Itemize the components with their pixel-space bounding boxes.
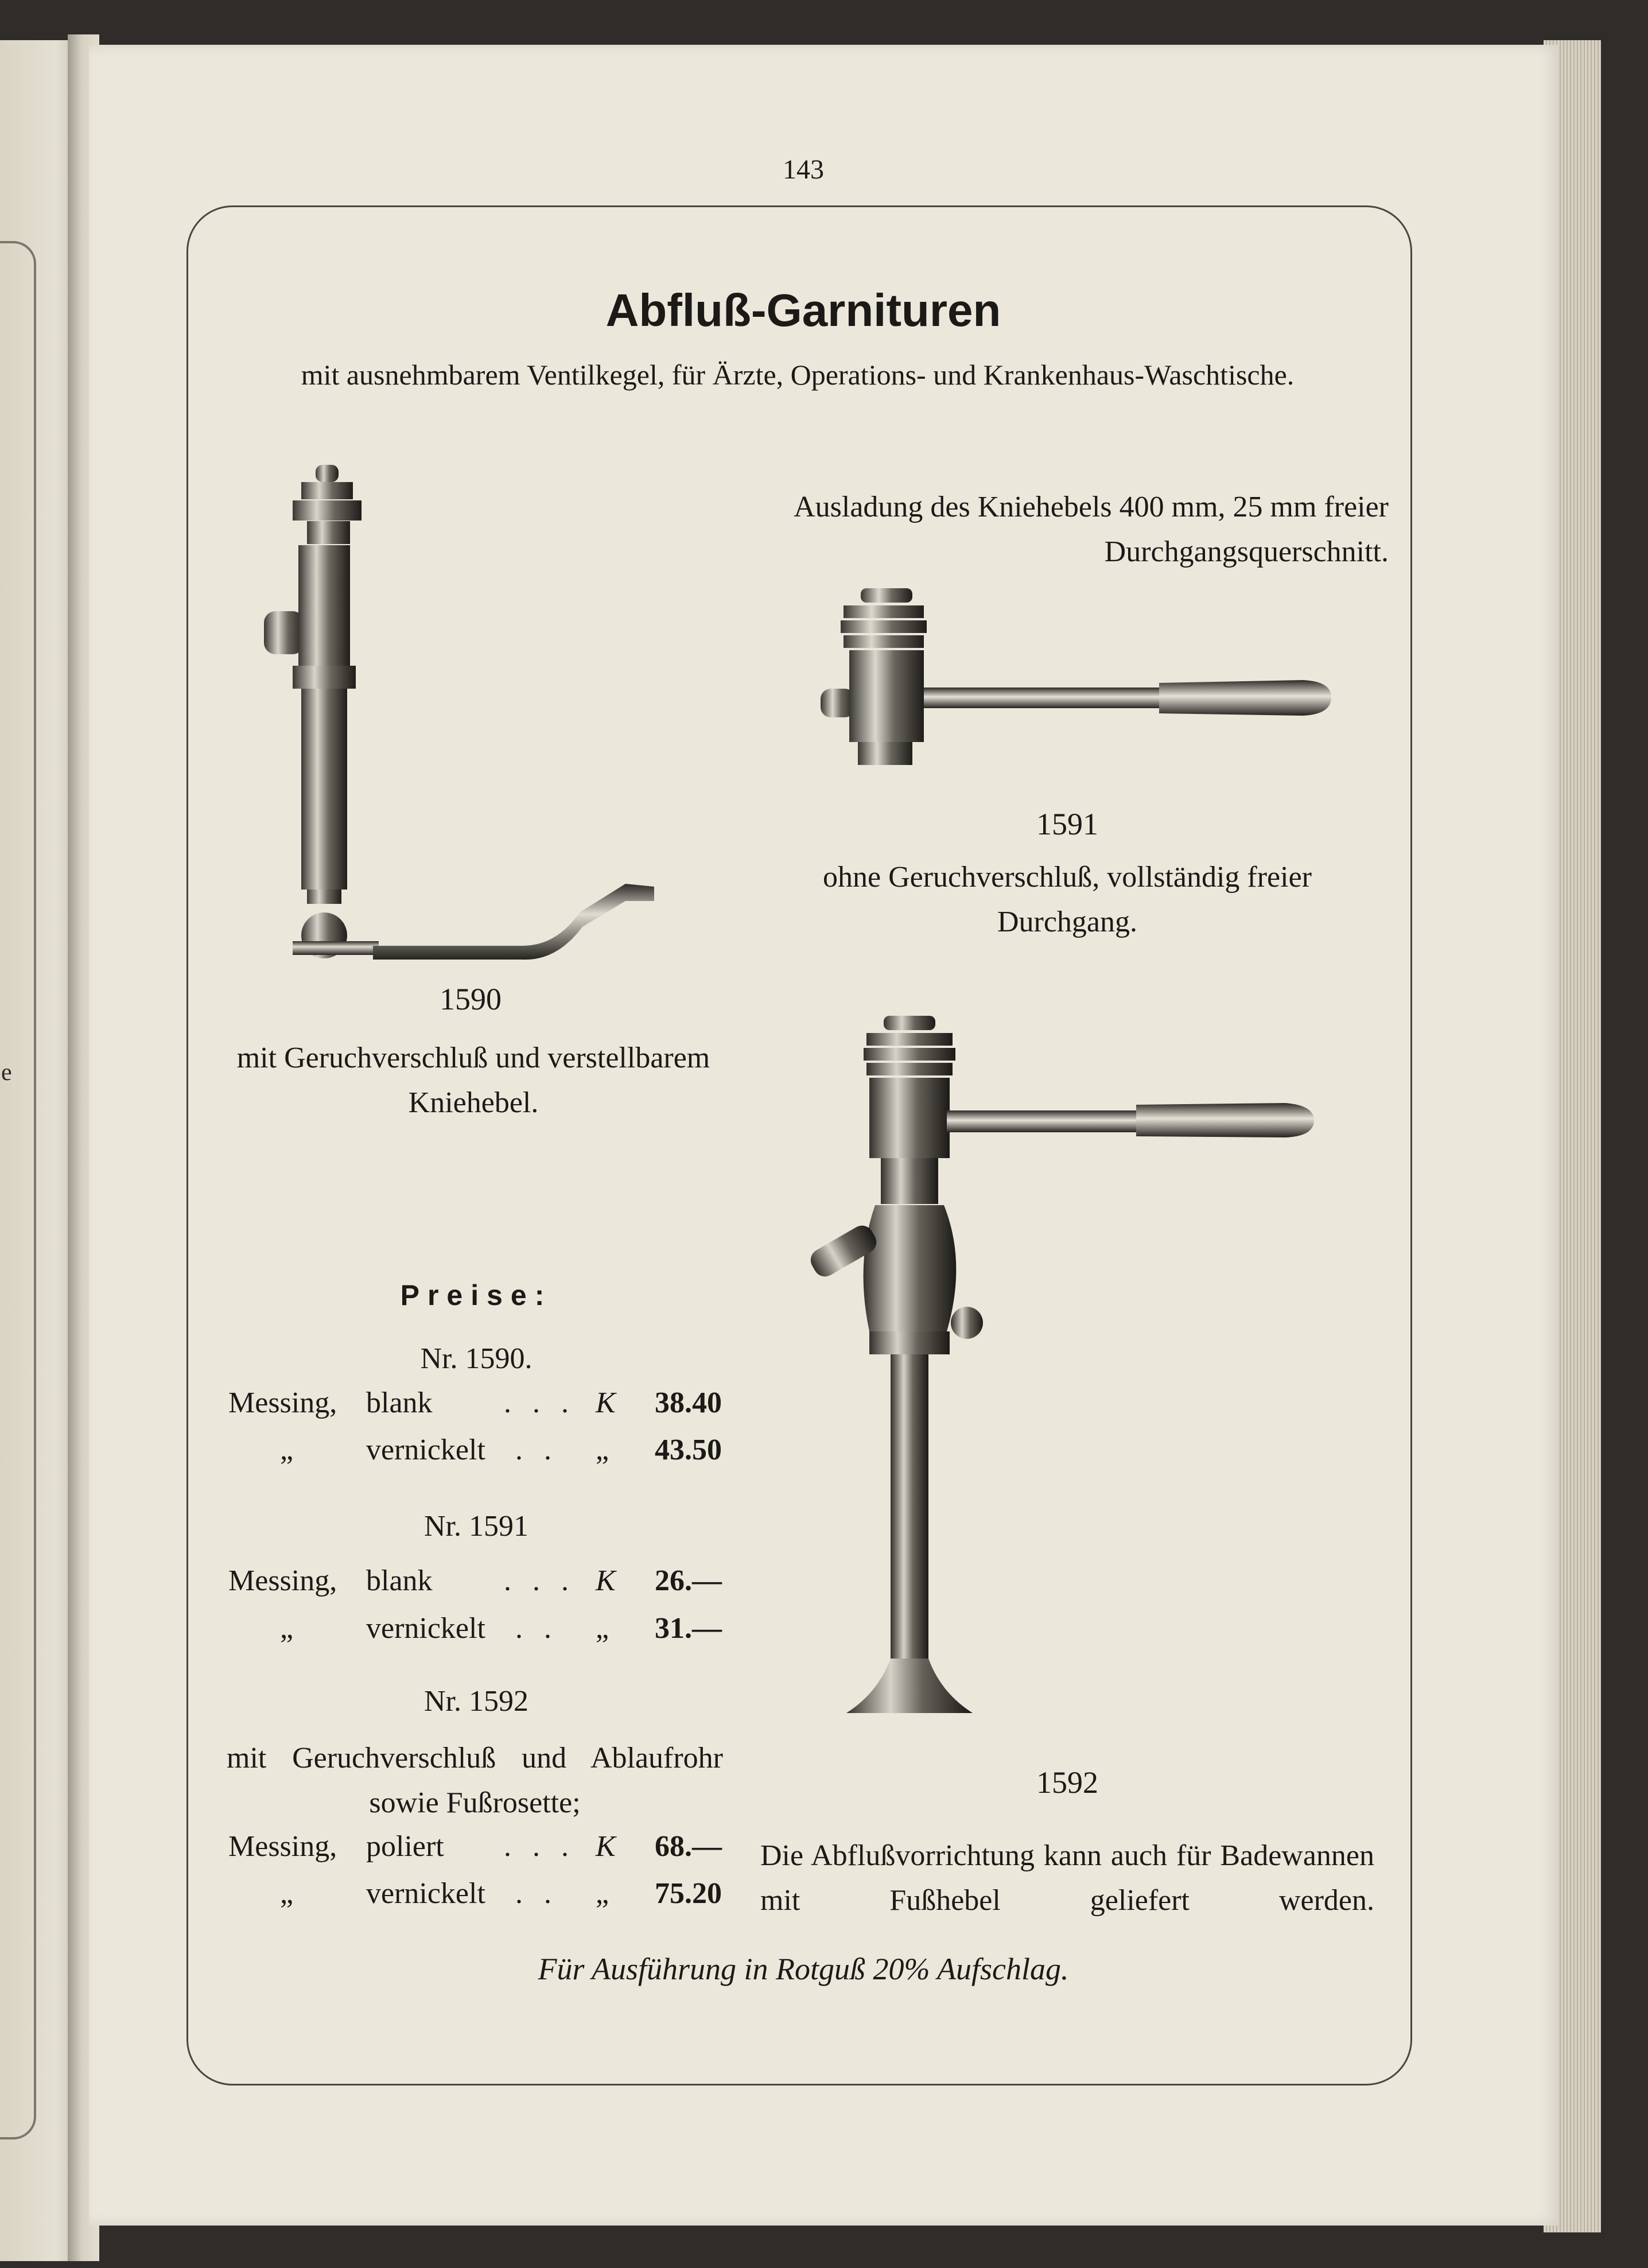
note-1591-lever: Ausladung des Kniehebels 400 mm, 25 mm freier Durchgangsquerschnitt.	[794, 491, 1389, 568]
price-material: „	[280, 1877, 294, 1910]
product-description-1592: Die Abflußvorrichtung kann auch für Badewannen mit Fußhebel geliefert werden.	[760, 1839, 1374, 1917]
price-material: Messing,	[228, 1564, 337, 1597]
page-subtitle: mit ausnehmbarem Ventilkegel, für Ärzte, Operations- und Krankenhaus-Waschtische.	[301, 359, 1295, 391]
prices-heading: Preise:	[400, 1279, 553, 1311]
product-description-1590: mit Geruchverschluß und verstellbarem Kniehebel.	[236, 1042, 710, 1119]
product-description-1591: ohne Geruchverschluß, vollständig freier Durchgang.	[823, 861, 1312, 938]
price-material: „	[280, 1434, 294, 1466]
price-row	[228, 1433, 722, 1479]
price-dots: . . .	[504, 1564, 576, 1597]
price-currency: K	[596, 1564, 616, 1597]
price-amount: 68.—	[655, 1830, 722, 1863]
page-number: 143	[783, 154, 824, 185]
price-currency: K	[596, 1387, 616, 1419]
price-finish: vernickelt	[366, 1612, 485, 1645]
left-page-letter: e	[1, 1059, 12, 1086]
price-dots: . .	[515, 1612, 558, 1645]
price-row	[228, 1564, 722, 1610]
product-number-1592: 1592	[1036, 1765, 1098, 1800]
price-dots: . . .	[504, 1387, 576, 1419]
left-page-frame	[0, 241, 36, 2139]
price-material: Messing,	[228, 1830, 337, 1863]
price-currency: „	[596, 1434, 609, 1466]
price-finish: blank	[366, 1387, 433, 1419]
price-currency: K	[596, 1830, 616, 1863]
price-material: „	[280, 1612, 294, 1645]
price-finish: vernickelt	[366, 1877, 485, 1910]
drain-valve-1591-icon	[798, 582, 1343, 801]
price-amount: 75.20	[655, 1877, 722, 1910]
price-row	[228, 1830, 722, 1875]
price-amount: 43.50	[655, 1434, 722, 1466]
price-group-title-1591: Nr. 1591	[424, 1510, 528, 1543]
price-dots: . .	[515, 1877, 558, 1910]
price-amount: 31.—	[655, 1612, 722, 1645]
price-group-note-1592: mit Geruchverschluß und Ablaufrohr sowie Fußrosette;	[227, 1742, 723, 1819]
price-amount: 26.—	[655, 1564, 722, 1597]
price-finish: vernickelt	[366, 1434, 485, 1466]
drain-valve-1590-icon	[252, 459, 666, 987]
price-dots: . . .	[504, 1830, 576, 1863]
price-finish: blank	[366, 1564, 433, 1597]
price-row	[228, 1877, 722, 1923]
price-finish: poliert	[366, 1830, 444, 1863]
product-number-1590: 1590	[440, 982, 502, 1016]
price-row	[228, 1386, 722, 1432]
price-group-title-1592: Nr. 1592	[424, 1685, 528, 1718]
price-group-title-1590: Nr. 1590.	[420, 1342, 533, 1375]
page-title: Abfluß-Garnituren	[605, 285, 1001, 336]
drain-valve-1592-icon	[769, 1010, 1360, 1756]
price-material: Messing,	[228, 1387, 337, 1419]
price-currency: „	[596, 1612, 609, 1645]
footer-note: Für Ausführung in Rotguß 20% Aufschlag.	[538, 1952, 1069, 1986]
price-currency: „	[596, 1877, 609, 1910]
price-row	[228, 1611, 722, 1657]
price-amount: 38.40	[655, 1387, 722, 1419]
product-number-1591: 1591	[1036, 807, 1098, 841]
price-dots: . .	[515, 1434, 558, 1466]
